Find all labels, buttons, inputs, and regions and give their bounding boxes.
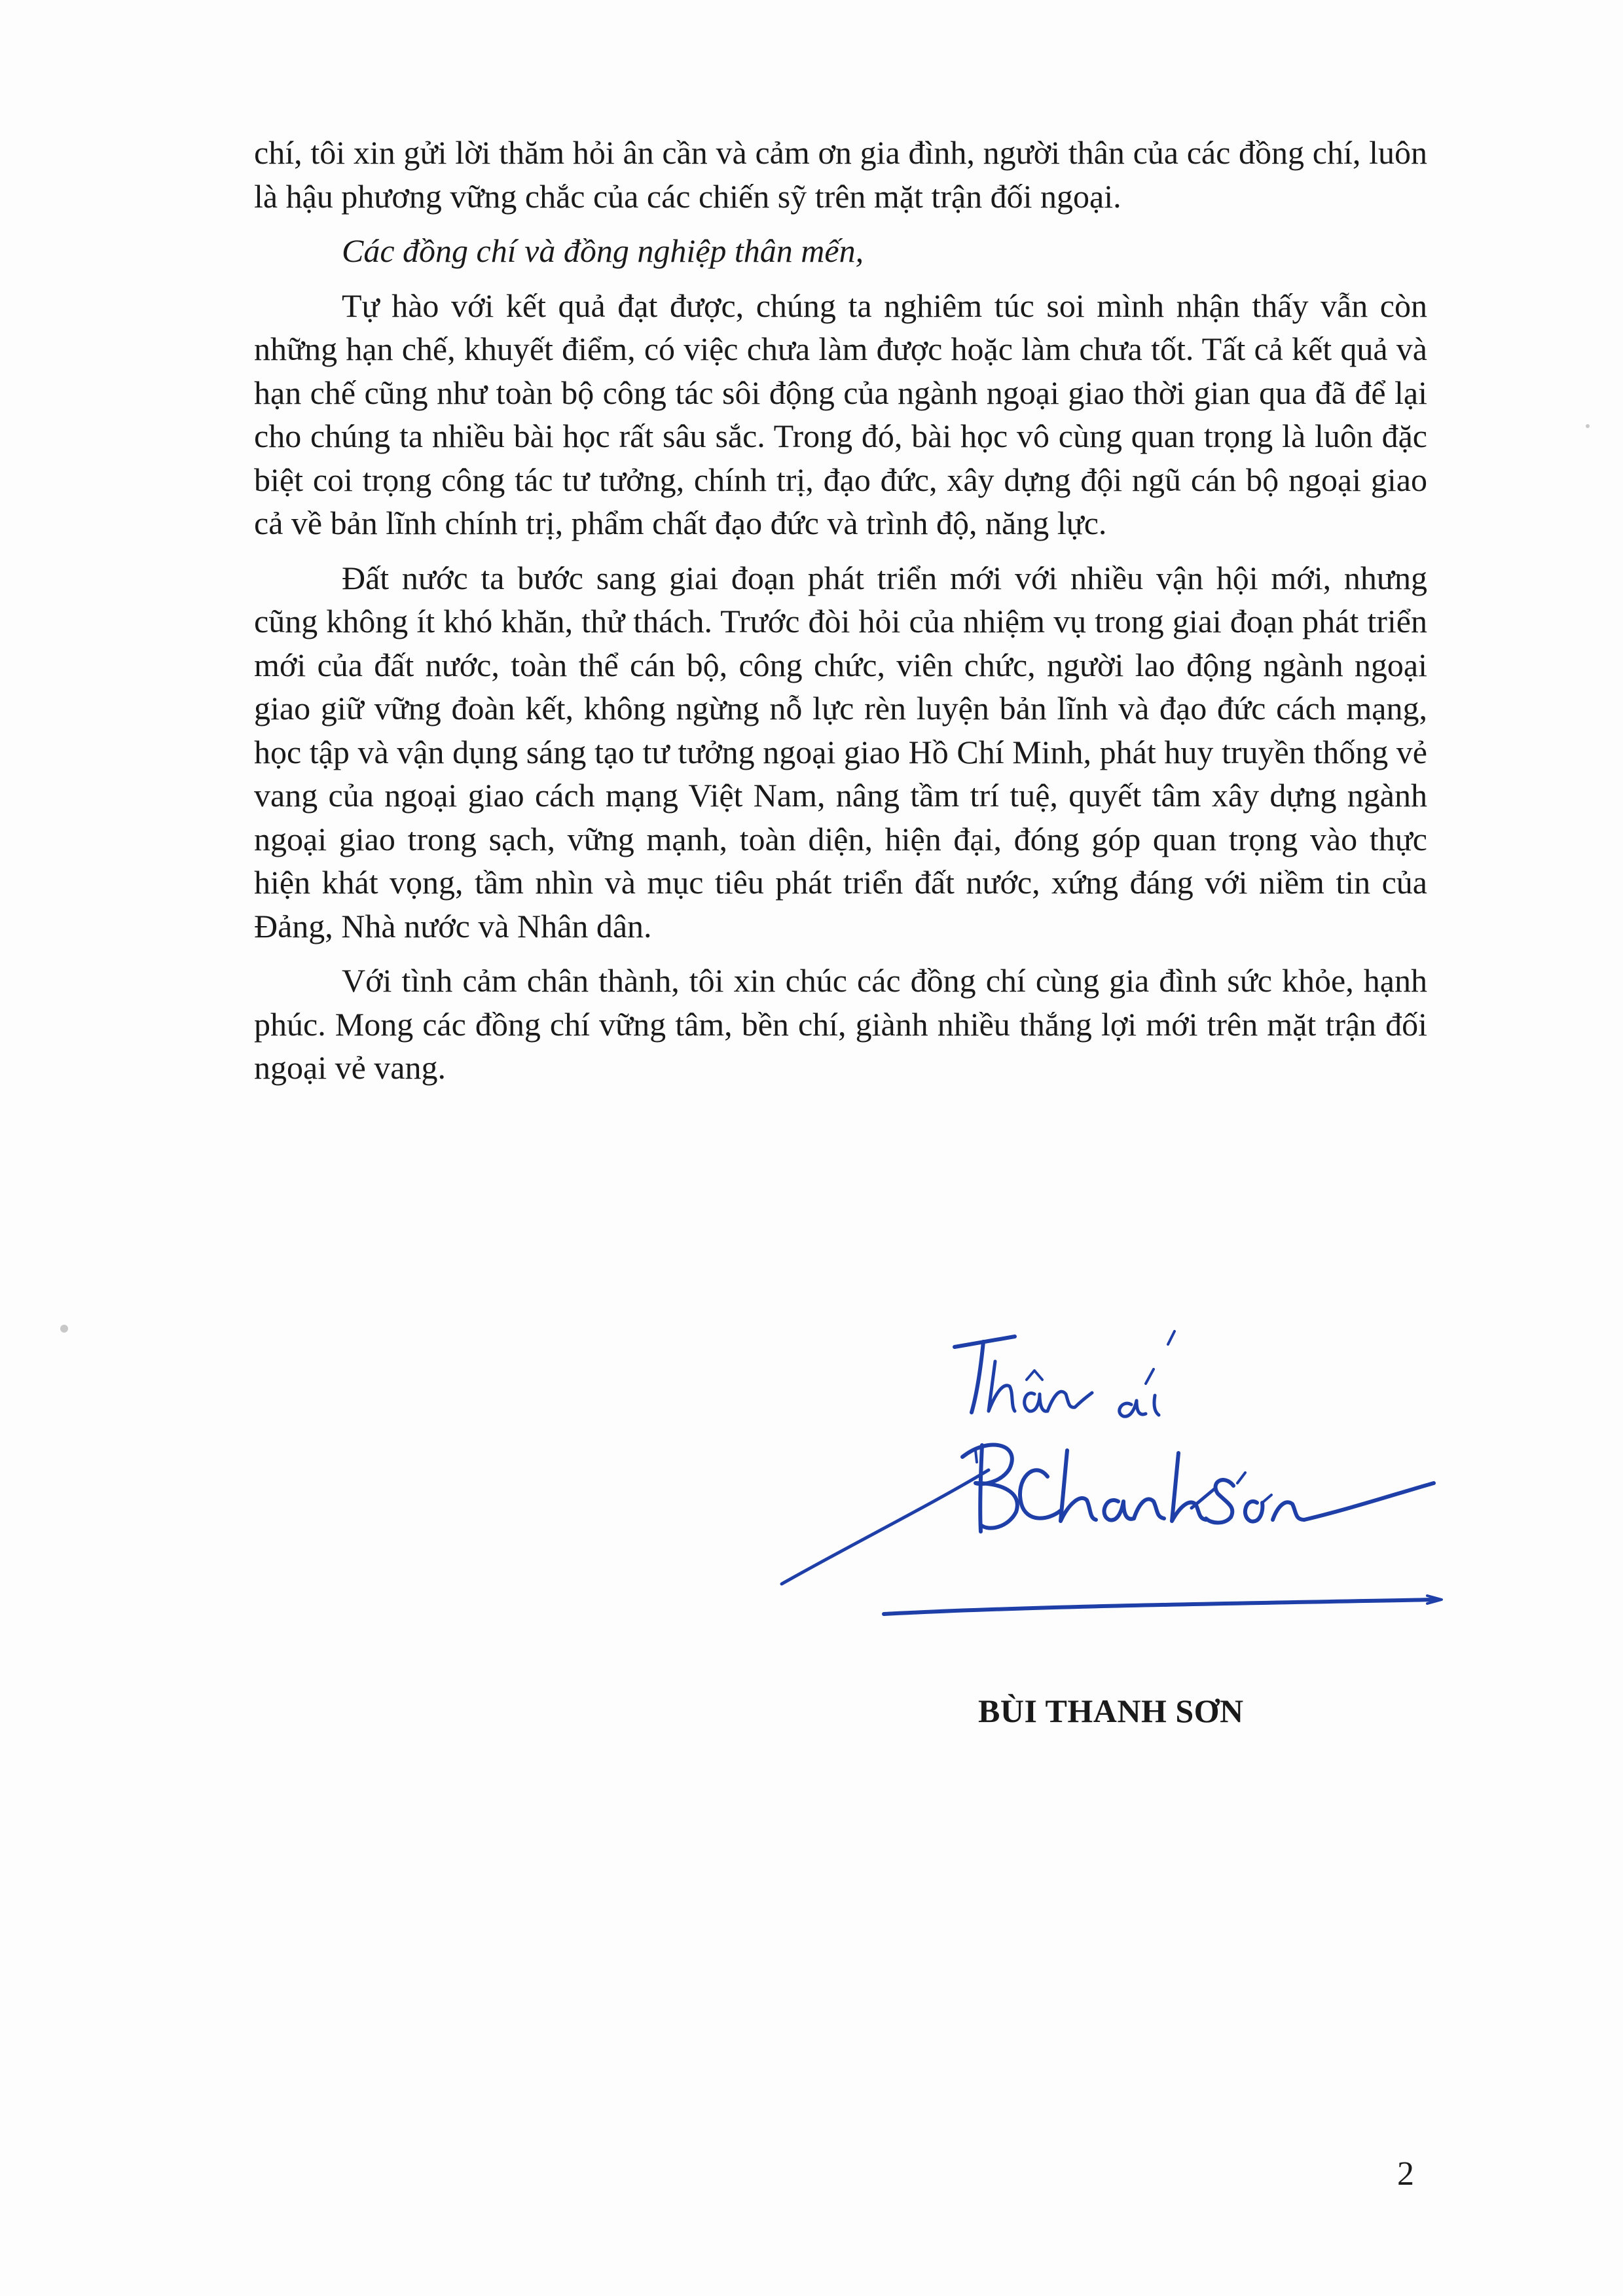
- scan-speck: [1586, 424, 1590, 428]
- paragraph-continuation: chí, tôi xin gửi lời thăm hỏi ân cần và cảm ơn gia đình, người thân của các đồng chí, luôn là hậu phương vững chắc của các chiến sỹ trên mặt trận đối ngoại.: [254, 134, 1427, 215]
- paragraph-lessons: Tự hào với kết quả đạt được, chúng ta nghiêm túc soi mình nhận thấy vẫn còn những hạn chế, khuyết điểm, có việc chưa làm được hoặc làm chưa tốt. Tất cả kết quả và hạn chế cũng như toàn bộ công tác sôi động của ngành ngoại giao thời gian qua đã để lại cho chúng ta nhiều bài học rất sâu sắc. Trong đó, bài học vô cùng quan trọng là luôn đặc biệt coi trọng công tác tư tưởng, chính trị, đạo đức, xây dựng đội ngũ cán bộ ngoại giao cả về bản lĩnh chính trị, phẩm chất đạo đức và trình độ, năng lực.: [254, 287, 1427, 541]
- signature-drawing: [773, 1296, 1453, 1636]
- paragraph-new-stage: Đất nước ta bước sang giai đoạn phát triển mới với nhiều vận hội mới, nhưng cũng không ít khó khăn, thử thách. Trước đòi hỏi của nhiệm vụ trong giai đoạn phát triển mới của đất nước, toàn thể cán bộ, công chức, viên chức, người lao động ngành ngoại giao giữ vững đoàn kết, không ngừng nỗ lực rèn luyện bản lĩnh và đạo đức cách mạng, học tập và vận dụng sáng tạo tư tưởng ngoại giao Hồ Chí Minh, phát huy truyền thống vẻ vang của ngoại giao cách mạng Việt Nam, nâng tầm trí tuệ, quyết tâm xây dựng ngành ngoại giao trong sạch, vững mạnh, toàn diện, hiện đại, đóng góp quan trọng vào thực hiện khát vọng, tầm nhìn và mục tiêu phát triển đất nước, xứng đáng với niềm tin của Đảng, Nhà nước và Nhân dân.: [254, 559, 1427, 944]
- signer-name: BÙI THANH SƠN: [978, 1693, 1244, 1729]
- letter-body: [254, 131, 1427, 1101]
- page-number: 2: [1397, 2155, 1414, 2193]
- greeting-line: Các đồng chí và đồng nghiệp thân mến,: [342, 232, 864, 269]
- paragraph-wishes: Với tình cảm chân thành, tôi xin chúc các đồng chí cùng gia đình sức khỏe, hạnh phúc. Mong các đồng chí vững tâm, bền chí, giành nhiều thắng lợi mới trên mặt trận đối ngoại vẻ vang.: [254, 962, 1427, 1086]
- scan-speck: [60, 1325, 68, 1333]
- handwritten-signature: [773, 1296, 1453, 1636]
